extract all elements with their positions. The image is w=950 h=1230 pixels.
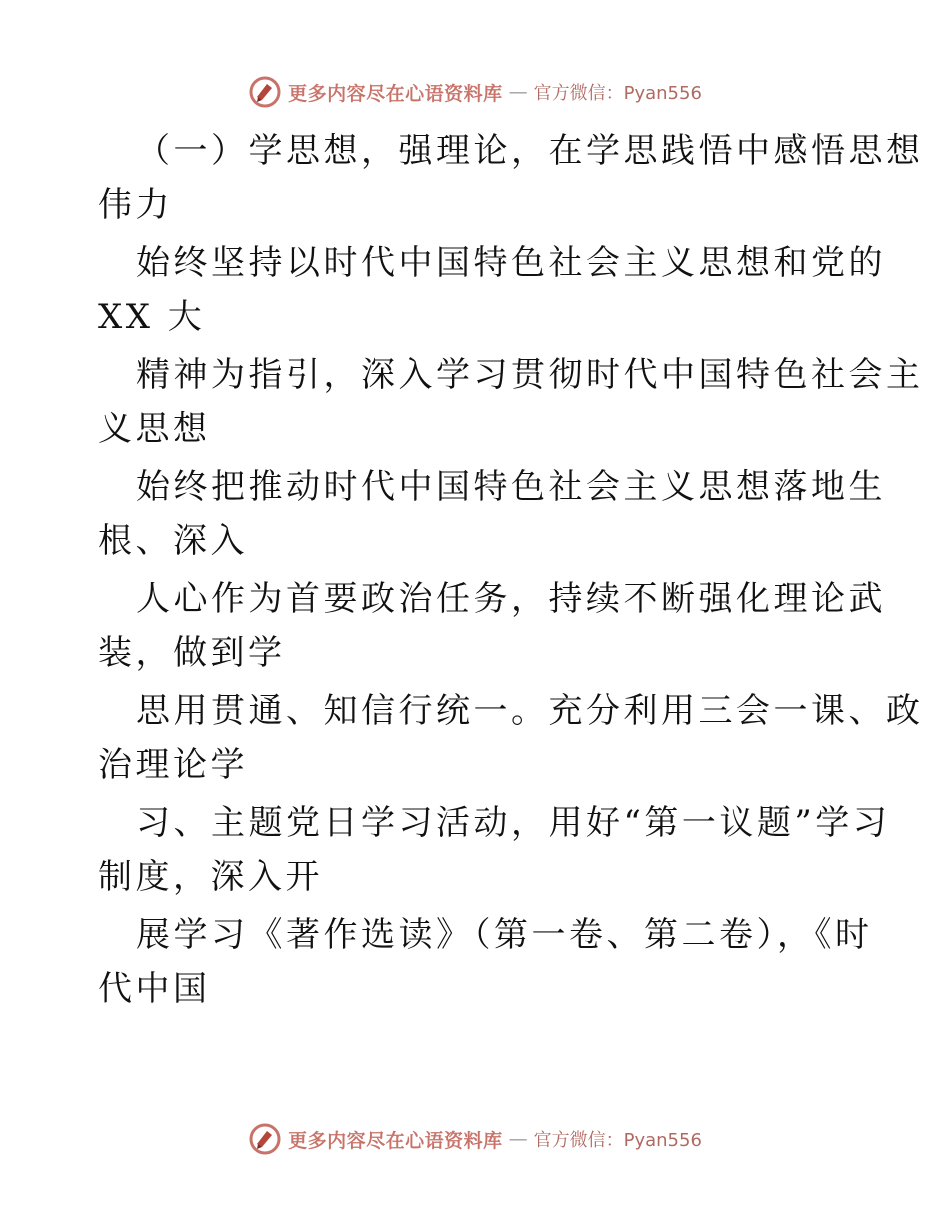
document-body [98, 124, 924, 1016]
text-line: 人心作为首要政治任务，持续不断强化理论武 [136, 579, 886, 619]
text-line: （一）学思想，强理论，在学思践悟中感悟思想 [136, 131, 924, 171]
text-line: 展学习《著作选读》（第一卷、第二卷），《时 [136, 915, 873, 955]
watermark-contact: 官方微信：Pyan556 [533, 1130, 702, 1151]
text-line: 习、主题党日学习活动，用好“第一议题”学习 [136, 803, 891, 843]
text-line: 义思想 [98, 409, 211, 449]
text-line: 精神为指引，深入学习贯彻时代中国特色社会主 [136, 355, 924, 395]
watermark-contact: 官方微信：Pyan556 [533, 83, 702, 104]
text-line: 装，做到学 [98, 633, 286, 673]
header-watermark [0, 74, 950, 110]
text-line: 根、深入 [98, 521, 248, 561]
brand-logo-icon [248, 75, 282, 109]
text-line: 始终把推动时代中国特色社会主义思想落地生 [136, 467, 886, 507]
text-line: XX 大 [98, 297, 206, 337]
brand-logo-icon [248, 1122, 282, 1156]
text-line: 代中国 [98, 969, 211, 1009]
text-line: 制度，深入开 [98, 857, 323, 897]
watermark-separator: — [508, 1128, 528, 1150]
text-line: 始终坚持以时代中国特色社会主义思想和党的 [136, 243, 886, 283]
watermark-brand: 更多内容尽在心语资料库 [288, 82, 503, 105]
footer-watermark [0, 1121, 950, 1157]
text-line: 思用贯通、知信行统一。充分利用三会一课、政 [136, 691, 924, 731]
text-line: 治理论学 [98, 745, 248, 785]
watermark-separator: — [508, 81, 528, 103]
text-line: 伟力 [98, 185, 173, 225]
watermark-brand: 更多内容尽在心语资料库 [288, 1129, 503, 1152]
